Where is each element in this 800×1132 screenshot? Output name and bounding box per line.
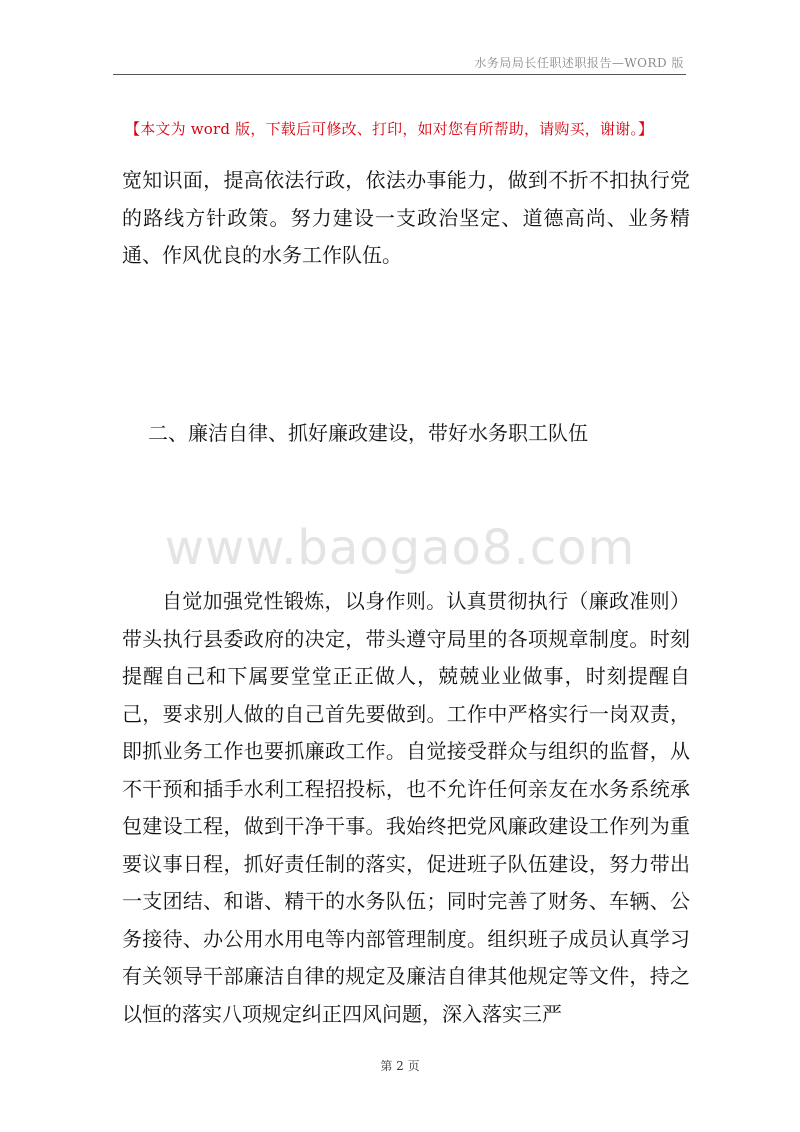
header-title: 水务局局长任职述职报告—WORD 版 <box>474 56 684 70</box>
page-number: 第 2 页 <box>380 1059 420 1073</box>
header-divider <box>113 74 686 75</box>
page-header <box>0 0 800 80</box>
watermark: www.baogao8.com <box>164 520 636 576</box>
body-paragraph-1: 宽知识面，提高依法行政，依法办事能力，做到不折不扣执行党的路线方针政策。努力建设一支政治坚定、道德高尚、业务精通、作风优良的水务工作队伍。 <box>122 168 690 267</box>
body-paragraph-2: 自觉加强党性锻炼，以身作则。认真贯彻执行（廉政准则）带头执行县委政府的决定，带头遵守局里的各项规章制度。时刻提醒自己和下属要堂堂正正做人，兢兢业业做事，时刻提醒自己，要求别人做的自己首先要做到。工作中严格实行一岗双责，即抓业务工作也要抓廉政工作。自觉接受群众与组织的监督，从不干预和插手水利工程招投标，也不允许任何亲友在水务系统承包建设工程，做到干净干事。我始终把党风廉政建设工作列为重要议事日程，抓好责任制的落实，促进班子队伍建设，努力带出一支团结、和谐、精干的水务队伍；同时完善了财务、车辆、公务接待、办公用水用电等内部管理制度。组织班子成员认真学习有关领导干部廉洁自律的规定及廉洁自律其他规定等文件，持之以恒的落实八项规定纠正四风问题，深入落实三严 <box>122 589 690 1026</box>
section-heading-2: 二、廉洁自律、抓好廉政建设，带好水务职工队伍 <box>148 421 588 445</box>
download-notice: 【本文为 word 版，下载后可修改、打印，如对您有所帮助，请购买，谢谢。】 <box>125 120 654 138</box>
